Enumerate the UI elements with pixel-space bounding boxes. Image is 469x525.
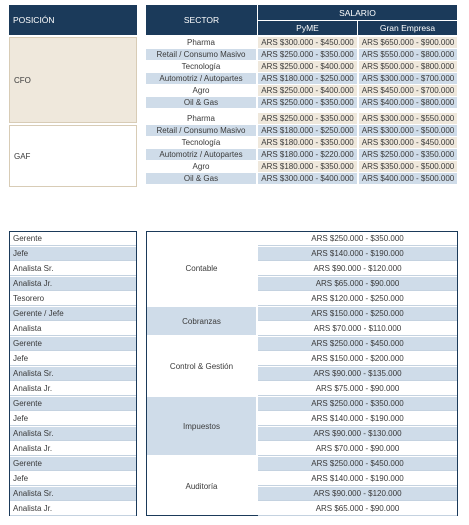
salary-gran-empresa-cell: ARS $250.000 - $350.000 <box>359 149 457 160</box>
header-salario-label: SALARIO <box>339 7 376 18</box>
position-block-cfo <box>9 37 137 123</box>
position-cell: Gerente <box>10 397 136 411</box>
salary-cell: ARS $250.000 - $450.000 <box>258 337 457 351</box>
sector-cell: Retail / Consumo Masivo <box>146 125 256 136</box>
sector-block: Cobranzas <box>147 307 256 335</box>
salary-pyme-cell: ARS $250.000 - $400.000 <box>258 85 357 96</box>
salary-gran-empresa-cell: ARS $350.000 - $500.000 <box>359 161 457 172</box>
salary-cell: ARS $90.000 - $120.000 <box>258 487 457 501</box>
position-cell: Jefe <box>10 352 136 366</box>
sector-cell: Oil & Gas <box>146 173 256 184</box>
salary-cell: ARS $250.000 - $350.000 <box>258 232 457 246</box>
header-pyme <box>257 20 357 35</box>
salary-pyme-cell: ARS $250.000 - $350.000 <box>258 113 357 124</box>
sector-cell: Pharma <box>146 113 256 124</box>
header-pyme-label: PyME <box>296 23 319 33</box>
position-cell: Analista Sr. <box>10 427 136 441</box>
position-cell: Gerente <box>10 457 136 471</box>
salary-cell: ARS $70.000 - $110.000 <box>258 322 457 336</box>
salary-gran-empresa-cell: ARS $300.000 - $550.000 <box>359 113 457 124</box>
salary-pyme-cell: ARS $180.000 - $350.000 <box>258 161 357 172</box>
position-cell: Analista Sr. <box>10 487 136 501</box>
sector-cell: Agro <box>146 85 256 96</box>
salary-cell: ARS $75.000 - $90.000 <box>258 382 457 396</box>
salary-cell: ARS $90.000 - $130.000 <box>258 427 457 441</box>
position-cell: Analista Sr. <box>10 262 136 276</box>
salary-gran-empresa-cell: ARS $500.000 - $800.000 <box>359 61 457 72</box>
sector-cell: Automotriz / Autopartes <box>146 149 256 160</box>
header-posicion <box>9 5 137 35</box>
salary-gran-empresa-cell: ARS $450.000 - $700.000 <box>359 85 457 96</box>
salary-cell: ARS $65.000 - $90.000 <box>258 277 457 291</box>
position-cell: Jefe <box>10 412 136 426</box>
salary-pyme-cell: ARS $250.000 - $350.000 <box>258 49 357 60</box>
salary-pyme-cell: ARS $180.000 - $220.000 <box>258 149 357 160</box>
sector-block: Auditoría <box>147 457 256 515</box>
salary-cell: ARS $150.000 - $250.000 <box>258 307 457 321</box>
salary-gran-empresa-cell: ARS $300.000 - $700.000 <box>359 73 457 84</box>
salary-pyme-cell: ARS $180.000 - $250.000 <box>258 125 357 136</box>
position-cell: Analista Jr. <box>10 277 136 291</box>
sector-cell: Tecnología <box>146 137 256 148</box>
salary-cell: ARS $150.000 - $200.000 <box>258 352 457 366</box>
salary-cell: ARS $250.000 - $350.000 <box>258 397 457 411</box>
salary-gran-empresa-cell: ARS $550.000 - $800.000 <box>359 49 457 60</box>
header-sector-label: SECTOR <box>183 15 220 25</box>
sector-cell: Pharma <box>146 37 256 48</box>
salary-pyme-cell: ARS $180.000 - $250.000 <box>258 73 357 84</box>
sector-block: Impuestos <box>147 397 256 455</box>
salary-pyme-cell: ARS $300.000 - $450.000 <box>258 37 357 48</box>
sector-cell: Agro <box>146 161 256 172</box>
sector-cell: Automotriz / Autopartes <box>146 73 256 84</box>
sector-block: Control & Gestión <box>147 337 256 395</box>
header-gran-empresa-label: Gran Empresa <box>379 23 436 33</box>
sector-block: Contable <box>147 232 256 305</box>
header-salario <box>257 5 457 20</box>
sector-cell: Retail / Consumo Masivo <box>146 49 256 60</box>
position-cell: Gerente <box>10 337 136 351</box>
salary-cell: ARS $90.000 - $135.000 <box>258 367 457 381</box>
position-cell: Jefe <box>10 472 136 486</box>
salary-cell: ARS $65.000 - $90.000 <box>258 502 457 516</box>
salary-gran-empresa-cell: ARS $400.000 - $500.000 <box>359 173 457 184</box>
salary-cell: ARS $70.000 - $90.000 <box>258 442 457 456</box>
position-cell: Analista <box>10 322 136 336</box>
salary-pyme-cell: ARS $250.000 - $350.000 <box>258 97 357 108</box>
salary-cell: ARS $250.000 - $450.000 <box>258 457 457 471</box>
position-cell: Jefe <box>10 247 136 261</box>
salary-gran-empresa-cell: ARS $300.000 - $450.000 <box>359 137 457 148</box>
position-cell: Gerente <box>10 232 136 246</box>
position-cell: Gerente / Jefe <box>10 307 136 321</box>
header-posicion-label: POSICIÓN <box>13 15 55 25</box>
salary-cell: ARS $140.000 - $190.000 <box>258 472 457 486</box>
salary-pyme-cell: ARS $180.000 - $350.000 <box>258 137 357 148</box>
salary-cell: ARS $140.000 - $190.000 <box>258 247 457 261</box>
position-cell: Analista Jr. <box>10 382 136 396</box>
header-sector <box>146 5 257 35</box>
salary-gran-empresa-cell: ARS $400.000 - $800.000 <box>359 97 457 108</box>
sector-cell: Tecnología <box>146 61 256 72</box>
salary-gran-empresa-cell: ARS $300.000 - $500.000 <box>359 125 457 136</box>
salary-pyme-cell: ARS $250.000 - $400.000 <box>258 61 357 72</box>
header-gran-empresa <box>357 20 457 35</box>
salary-cell: ARS $140.000 - $190.000 <box>258 412 457 426</box>
position-label: GAF <box>14 151 31 161</box>
salary-cell: ARS $120.000 - $250.000 <box>258 292 457 306</box>
sector-cell: Oil & Gas <box>146 97 256 108</box>
salary-pyme-cell: ARS $300.000 - $400.000 <box>258 173 357 184</box>
position-block-gaf <box>9 125 137 187</box>
position-label: CFO <box>14 75 31 85</box>
position-cell: Analista Jr. <box>10 442 136 456</box>
position-cell: Analista Sr. <box>10 367 136 381</box>
salary-cell: ARS $90.000 - $120.000 <box>258 262 457 276</box>
position-cell: Tesorero <box>10 292 136 306</box>
salary-gran-empresa-cell: ARS $650.000 - $900.000 <box>359 37 457 48</box>
position-cell: Analista Jr. <box>10 502 136 516</box>
